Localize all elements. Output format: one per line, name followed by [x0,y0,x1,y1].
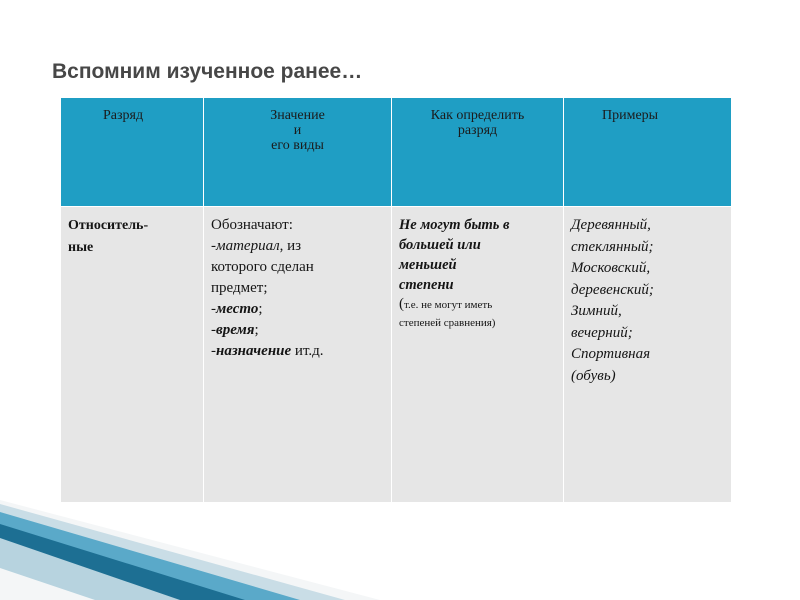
header-znachenie-line: его виды [271,138,324,153]
header-znachenie [204,98,392,207]
table-header-row [61,98,732,207]
meaning-intro: Обозначают: [211,217,293,233]
example-line: деревенский; [571,281,654,298]
decorative-swoosh [0,490,800,600]
example-line: Московский, [571,260,651,276]
table-row [61,207,732,503]
cell-how-to-determine [392,207,564,503]
cell-examples [564,207,732,503]
meaning-vremya: -время; [211,322,259,338]
header-razryad: Разряд [61,98,204,207]
grammar-table [60,97,732,503]
example-line: Спортивная [571,346,651,362]
meaning-naznachenie: -назначение ит.д. [211,343,324,359]
meaning-material-cont: предмет; [211,280,268,296]
header-znachenie-line: Значение [270,108,325,123]
how-main-line: степени [399,277,454,293]
header-primery: Примеры [564,98,732,207]
header-kak-opredelit [392,98,564,207]
category-line: Относитель- [68,218,149,233]
cell-meaning [204,207,392,503]
how-main-line: Не могут быть в [399,217,510,233]
how-main-line: меньшей [399,257,457,273]
header-znachenie-line: и [293,123,302,138]
cell-category [61,207,204,503]
example-line: Деревянный, [571,217,651,233]
header-kak-line: разряд [457,123,498,138]
header-kak-line: Как определить [430,108,525,123]
slide-title: Вспомним изученное ранее… [52,60,363,83]
example-line: вечерний; [571,324,633,341]
how-main-line: большей или [399,237,481,253]
meaning-material-cont: которого сделан [211,259,314,275]
example-line: Зимний, [571,303,622,319]
meaning-material: -материал, из [211,238,302,254]
how-note-line: степеней сравнения) [399,317,496,329]
example-line: стеклянный; [571,238,654,255]
how-note-line: (т.е. не могут иметь [399,296,493,312]
category-line: ные [68,240,94,255]
example-line: (обувь) [571,367,616,384]
meaning-mesto: -место; [211,301,263,317]
